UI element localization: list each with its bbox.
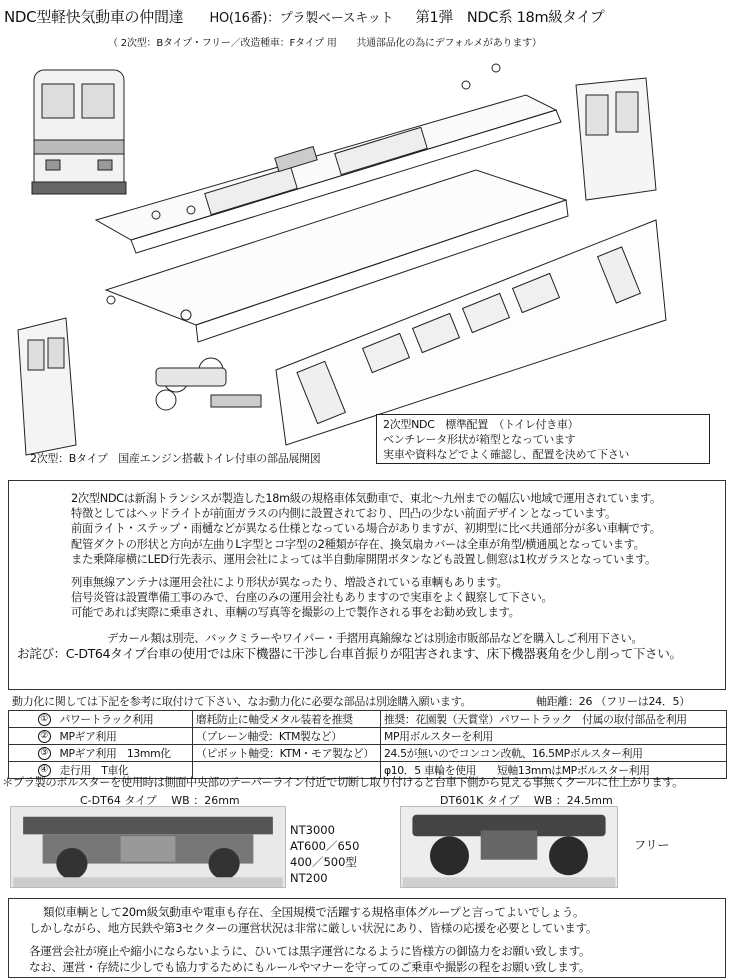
- diagram-note-box: [376, 414, 710, 464]
- bogie-parts: [156, 358, 261, 410]
- bogie-right-label: DT601K タイプ WB ：24.5mm: [440, 794, 613, 807]
- page-title: [4, 6, 604, 27]
- row-detail: 24.5が無いのでコンコン改軌、16.5MPボルスター利用: [381, 745, 727, 762]
- model-item: NT3000: [290, 823, 335, 837]
- row-detail: 推奨：花園製（天賞堂）パワートラック 付属の取付部品を利用: [381, 711, 727, 728]
- row-number: ④: [9, 762, 57, 779]
- free-tag: フリー: [634, 838, 670, 852]
- row-bearing: （プレーン軸受：KTM製など）: [193, 728, 381, 745]
- closing-line: なお、運営・存続に少しでも協力するためにもルールやマナーを守ってのご乗車や撮影の程をお願い致します。: [29, 960, 591, 974]
- closing-line: しかしながら、地方民鉄や第3セクターの運営状況は非常に厳しい状況にあり、皆様の応援を必要としています。: [29, 921, 598, 935]
- bolster-note: ＊プラ製のボルスターを使用時は側面中央部のテーパーライン付近で切断し取り付けると台車下側から見える事無くクールに仕上がります。: [2, 776, 683, 789]
- desc-line: 2次型NDCは新潟トランシスが製造した18m級の規格車体気動車で、東北～九州までの幅広い地域で運用されています。: [71, 492, 661, 505]
- desc-line: 前面ライト・ステップ・雨樋などが異なる仕様となっている場合がありますが、初期型に比べ共通部分が多い車輌です。: [71, 522, 661, 536]
- table-row: [9, 711, 727, 728]
- table-row: [9, 745, 727, 762]
- description-box: [8, 480, 726, 690]
- desc-line: 配管ダクトの形状と方向が左曲りL字型とコ字型の2種類が存在、換気扇カバーは全車が角型/横通風となっています。: [71, 537, 645, 551]
- table-row: [9, 728, 727, 745]
- parts-exploded-diagram: [6, 50, 726, 470]
- bogie-photo-dt601k: [400, 806, 618, 888]
- wheelbase-note: 軸距離：26 （フリーは24．5）: [536, 695, 690, 708]
- desc-line: また乗降扉横にLED行先表示、運用会社によっては半自動扉開閉ボタンなども設置し側窓は1枚ガラスとなっています。: [71, 552, 656, 566]
- closing-line: 各運営会社が廃止や縮小にならないように、ひいては黒字運営になるように皆様方の御協力をお願い致します。: [29, 944, 591, 958]
- row-bearing: （ピボット軸受：KTM・モア製など）: [193, 745, 381, 762]
- row-label: MPギア利用: [57, 728, 193, 745]
- car-photo-illustration: [32, 70, 126, 194]
- closing-box: [8, 898, 726, 978]
- row-number: ①: [9, 711, 57, 728]
- row-bearing: 磨耗防止に軸受メタル装着を推奨: [193, 711, 381, 728]
- note-line: ベンチレータ形状が箱型となっています: [383, 433, 576, 446]
- front-end-right: [576, 78, 656, 200]
- power-intro: 動力化に関しては下記を参考に取付けて下さい、なお動力化に必要な部品は別途購入願います。: [12, 695, 472, 708]
- title-main: NDC型軽快気動車の仲間達: [4, 8, 184, 26]
- note-line: 実車や資料などでよく確認し、配置を決めて下さい: [383, 448, 630, 461]
- model-item: AT600／650: [290, 839, 360, 853]
- closing-line: 類似車輌として20m級気動車や電車も存在、全国規模で活躍する規格車体グループと言ってよいでしょう。: [43, 905, 585, 919]
- row-detail: MP用ボルスターを利用: [381, 728, 727, 745]
- power-table: [8, 710, 727, 779]
- desc-line: デカール類は別売、バックミラーやワイパー・手摺用真鍮線などは別途市販部品などを購入しご利用下さい。: [107, 631, 643, 645]
- desc-line: 特徴としてはヘッドライトが前面ガラスの内側に設置されており、凹凸の少ない前面デザインとなっています。: [71, 507, 616, 521]
- desc-line: 列車無線アンテナは運用会社により形状が異なったり、増設されている車輌もあります。: [71, 576, 508, 590]
- row-label: パワートラック利用: [57, 711, 193, 728]
- row-label: MPギア利用 13mm化: [57, 745, 193, 762]
- model-list: [290, 822, 359, 886]
- apology-note: お詫び：C-DT64タイプ台車の使用では床下機器に干渉し台車首振りが阻害されます、床下機器裏角を少し削って下さい。: [17, 645, 682, 661]
- title-series: 第1弾 NDC系 18m級タイプ: [415, 10, 605, 26]
- desc-line: 信号炎管は設置準備工事のみで、台座のみの運用会社もありますので実車をよく観察して下さい。: [71, 591, 553, 605]
- bogie-photo-cdt64: [10, 806, 286, 888]
- row-detail: φ10．5 車輪を使用 短軸13mmはMPボルスター利用: [381, 762, 727, 779]
- bogie-left-label: C-DT64 タイプ WB ：26mm: [80, 794, 240, 807]
- diagram-caption: 2次型：Bタイプ 国産エンジン搭載トイレ付車の部品展開図: [30, 452, 321, 465]
- front-end-left: [18, 318, 76, 455]
- row-number: ③: [9, 745, 57, 762]
- desc-line: 可能であれば実際に乗車され、車輌の写真等を撮影の上で製作される事をお勧め致します。: [71, 606, 520, 620]
- row-number: ②: [9, 728, 57, 745]
- power-heading: [8, 694, 726, 710]
- power-section: [8, 694, 726, 779]
- page-subtitle: （ 2次型：Bタイプ・フリー／改造種車：Fタイプ 用 共通部品化の為にデフォルメがあります）: [108, 38, 542, 49]
- model-item: 400／500型: [290, 855, 357, 869]
- row-label: 走行用 T車化: [57, 762, 193, 779]
- title-scale: HO(16番)：プラ製ベースキット: [209, 11, 394, 26]
- model-item: NT200: [290, 871, 328, 885]
- note-line: 2次型NDC 標準配置 （トイレ付き車）: [383, 418, 579, 431]
